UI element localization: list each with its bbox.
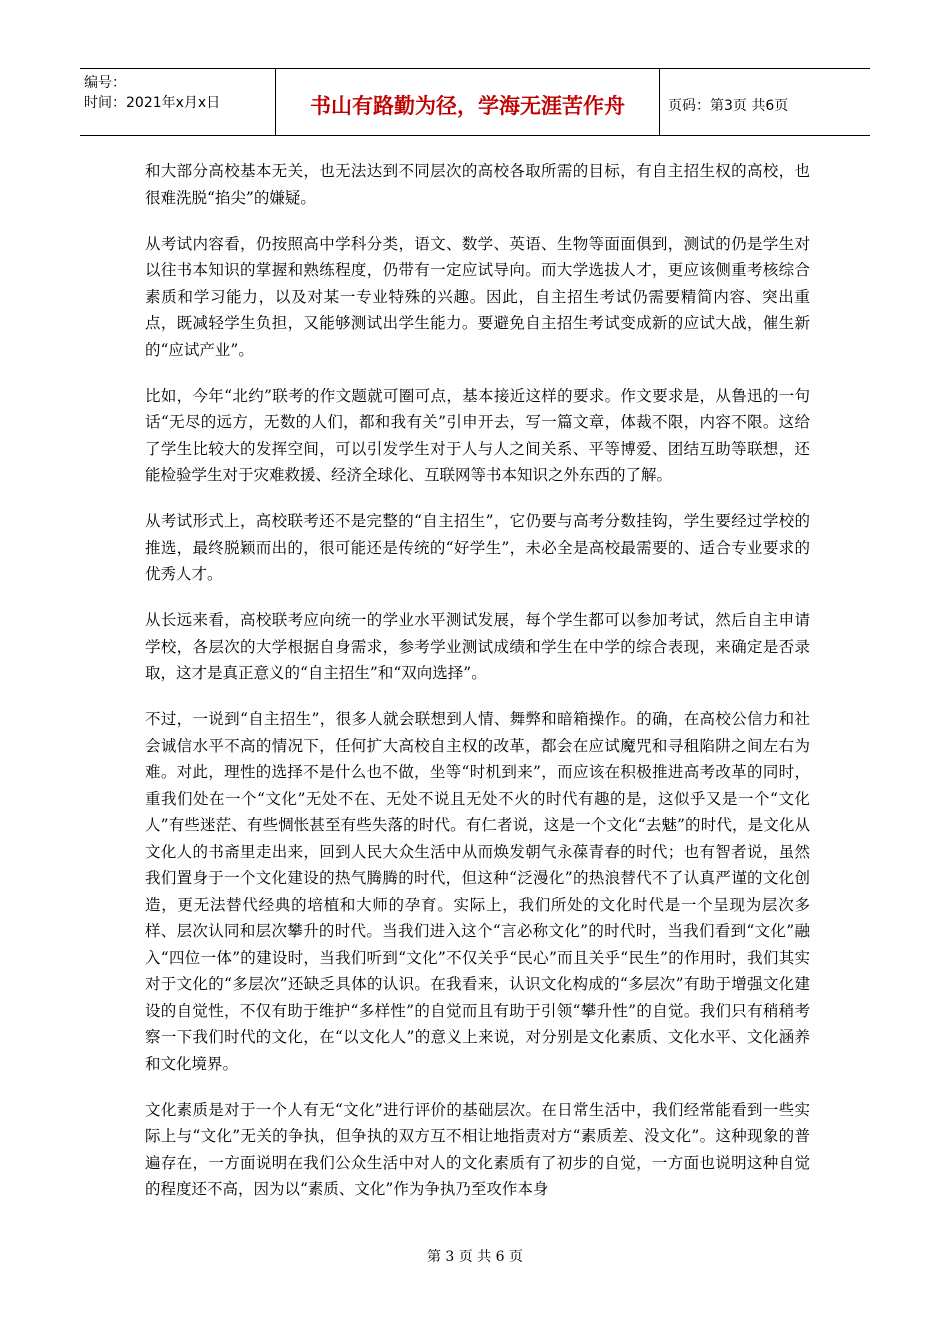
header-page-label: 页码：第3页 共6页 xyxy=(668,98,789,114)
header-motto: 书山有路勤为径，学海无涯苦作舟 xyxy=(276,69,660,135)
paragraph: 文化素质是对于一个人有无“文化”进行评价的基础层次。在日常生活中，我们经常能看到一些实际上与“文化”无关的争执，但争执的双方互不相让地指责对方“素质差、没文化”。这种现象的普遍存在，一方面说明在我们公众生活中对人的文化素质有了初步的自觉，一方面也说明这种自觉的程度还不高，因为以“素质、文化”作为争执乃至攻作本身 xyxy=(145,1100,810,1198)
page-footer: 第 3 页 共 6 页 xyxy=(426,1249,524,1265)
paragraph: 从考试内容看，仍按照高中学科分类，语文、数学、英语、生物等面面俱到，测试的仍是学生对以往书本知识的掌握和熟练程度，仍带有一定应试导向。而大学选拔人才，更应该侧重考核综合素质和学习能力，以及对某一专业特殊的兴趣。因此，自主招生考试仍需要精简内容、突出重点，既减轻学生负担，又能够测试出学生能力。要避免自主招生考试变成新的应试大战，催生新的“应试产业”。 xyxy=(145,234,810,359)
header-meta xyxy=(80,69,276,135)
paragraph: 不过，一说到“自主招生”，很多人就会联想到人情、舞弊和暗箱操作。的确，在高校公信力和社会诚信水平不高的情况下，任何扩大高校自主权的改革，都会在应试魔咒和寻租陷阱之间左右为难。对此，理性的选择不是什么也不做，坐等“时机到来”，而应该在积极推进高考改革的同时，重我们处在一个“文化”无处不在、无处不说且无处不火的时代有趣的是，这似乎又是一个“文化人”有些迷茫、有些惆怅甚至有些失落的时代。有仁者说，这是一个文化“去魅”的时代，是文化从文化人的书斋里走出来，回到人民大众生活中从而焕发朝气永葆青春的时代；也有智者说，虽然我们置身于一个文化建设的热气腾腾的时代，但这种“泛漫化”的热浪替代不了认真严谨的文化创造，更无法替代经典的培植和大师的孕育。实际上，我们所处的文化时代是一个呈现为层次多样、层次认同和层次攀升的时代。当我们进入这个“言必称文化”的时代时，当我们看到“文化”融入“四位一体”的建设时，当我们听到“文化”不仅关乎“民心”而且关乎“民生”的作用时，我们其实对于文化的“多层次”还缺乏具体的认识。在我看来，认识文化构成的“多层次”有助于增强文化建设的自觉性，不仅有助于维护“多样性”的自觉而且有助于引领“攀升性”的自觉。我们只有稍稍考察一下我们时代的文化，在“以文化人”的意义上来说，对分别是文化素质、文化水平、文化涵养和文化境界。 xyxy=(145,710,810,1073)
paragraph: 从考试形式上，高校联考还不是完整的“自主招生”，它仍要与高考分数挂钩，学生要经过学校的推选，最终脱颖而出的，很可能还是传统的“好学生”，未必全是高校最需要的、适合专业要求的优秀人才。 xyxy=(145,512,810,583)
document-body xyxy=(145,158,810,1222)
document-time-label: 时间：2021年x月x日 xyxy=(84,95,221,111)
page-header xyxy=(80,68,870,136)
document-number-label: 编号： xyxy=(84,75,126,91)
paragraph: 和大部分高校基本无关，也无法达到不同层次的高校各取所需的目标，有自主招生权的高校，也很难洗脱“掐尖”的嫌疑。 xyxy=(145,162,810,207)
paragraph: 比如，今年“北约”联考的作文题就可圈可点，基本接近这样的要求。作文要求是，从鲁迅的一句话“无尽的远方，无数的人们，都和我有关”引申开去，写一篇文章，体裁不限，内容不限。这给了学生比较大的发挥空间，可以引发学生对于人与人之间关系、平等博爱、团结互助等联想，还能检验学生对于灾难救援、经济全球化、互联网等书本知识之外东西的了解。 xyxy=(145,386,810,484)
paragraph: 从长远来看，高校联考应向统一的学业水平测试发展，每个学生都可以参加考试，然后自主申请学校，各层次的大学根据自身需求，参考学业测试成绩和学生在中学的综合表现，来确定是否录取，这才是真正意义的“自主招生”和“双向选择”。 xyxy=(145,611,810,682)
